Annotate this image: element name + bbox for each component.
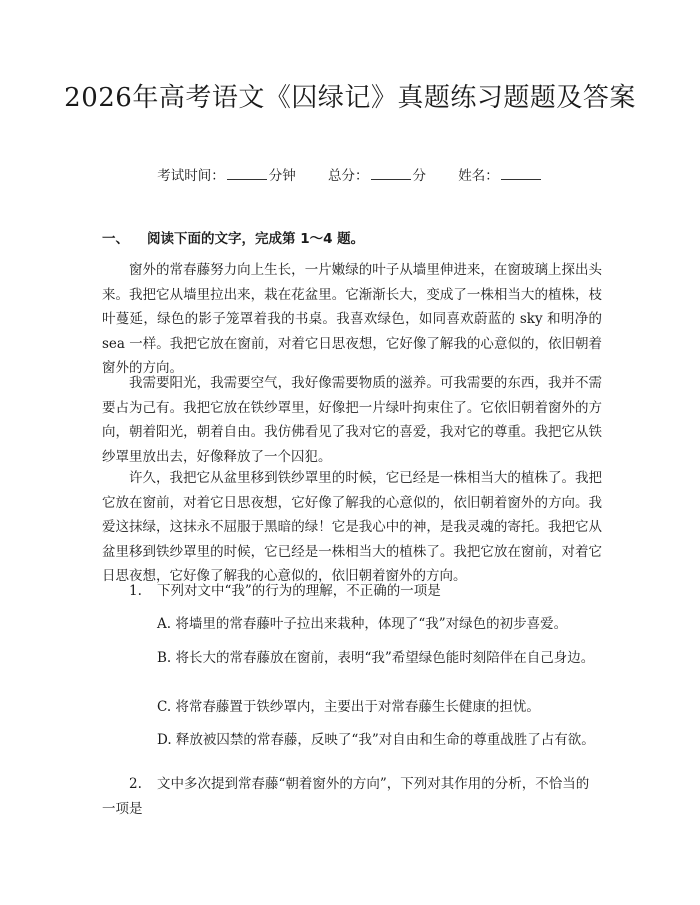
name-blank xyxy=(501,167,541,180)
question-1-option-c: C. 将常春藤置于铁纱罩内，主要出于对常春藤生长健康的担忧。 xyxy=(157,699,540,715)
name-field xyxy=(458,168,543,184)
section-number: 一、 xyxy=(102,231,129,247)
section-heading-text: 阅读下面的文字，完成第 1～4 题。 xyxy=(147,231,365,247)
question-1 xyxy=(102,579,602,604)
total-score-field xyxy=(328,168,426,184)
passage-paragraph-1: 窗外的常春藤努力向上生长，一片嫩绿的叶子从墙里伸进来，在窗玻璃上探出头来。我把它从墙里拉出来，栽在花盆里。它渐渐长大，变成了一株相当大的植株，枝叶蔓延，绿色的影子笼罩着我的书桌。我喜欢绿色，如同喜欢蔚蓝的 sky 和明净的 sea 一样。我把它放在窗前，对着它日思夜想，它好像了解我的心意似的，依旧朝着窗外的方向。 xyxy=(102,262,602,376)
exam-time-unit: 分钟 xyxy=(268,168,296,184)
exam-time-label: 考试时间： xyxy=(157,168,225,184)
exam-time-field xyxy=(157,168,296,184)
question-1-option-b: B. 将长大的常春藤放在窗前，表明“我”希望绿色能时刻陪伴在自己身边。 xyxy=(157,650,595,666)
total-score-blank xyxy=(371,167,411,180)
question-2 xyxy=(102,772,602,821)
page-title: 2026年高考语文《囚绿记》真题练习题题及答案 xyxy=(64,83,636,113)
passage-paragraph-2: 我需要阳光，我需要空气，我好像需要物质的滋养。可我需要的东西，我并不需要占为己有。我把它放在铁纱罩里，好像把一片绿叶拘束住了。它依旧朝着窗外的方向，朝着阳光，朝着自由。我仿佛看见了我对它的喜爱，我对它的尊重。我把它从铁纱罩里放出去，好像释放了一个囚犯。 xyxy=(102,375,602,465)
question-1-number: 1. xyxy=(129,583,142,599)
section-heading xyxy=(102,229,364,249)
name-label: 姓名： xyxy=(458,168,499,184)
question-2-number: 2. xyxy=(129,776,142,792)
exam-info-line xyxy=(0,166,700,186)
exam-time-blank xyxy=(227,167,267,180)
question-1-option-d: D. 释放被囚禁的常春藤，反映了“我”对自由和生命的尊重战胜了占有欲。 xyxy=(157,732,595,748)
question-1-option-a: A. 将墙里的常春藤叶子拉出来栽种，体现了“我”对绿色的初步喜爱。 xyxy=(157,616,568,632)
total-score-label: 总分： xyxy=(328,168,369,184)
question-2-stem: 文中多次提到常春藤“朝着窗外的方向”，下列对其作用的分析，不恰当的一项是 xyxy=(102,776,590,817)
total-score-unit: 分 xyxy=(412,168,426,184)
passage-paragraph-3: 许久，我把它从盆里移到铁纱罩里的时候，它已经是一株相当大的植株了。我把它放在窗前，对着它日思夜想，它好像了解我的心意似的，依旧朝着窗外的方向。我爱这抹绿，这抹永不屈服于黑暗的绿！它是我心中的神，是我灵魂的寄托。我把它从盆里移到铁纱罩里的时候，它已经是一株相当大的植株了。我把它放在窗前，对着它日思夜想，它好像了解我的心意似的，依旧朝着窗外的方向。 xyxy=(102,470,602,584)
question-1-stem: 下列对文中“我”的行为的理解，不正确的一项是 xyxy=(157,583,441,599)
